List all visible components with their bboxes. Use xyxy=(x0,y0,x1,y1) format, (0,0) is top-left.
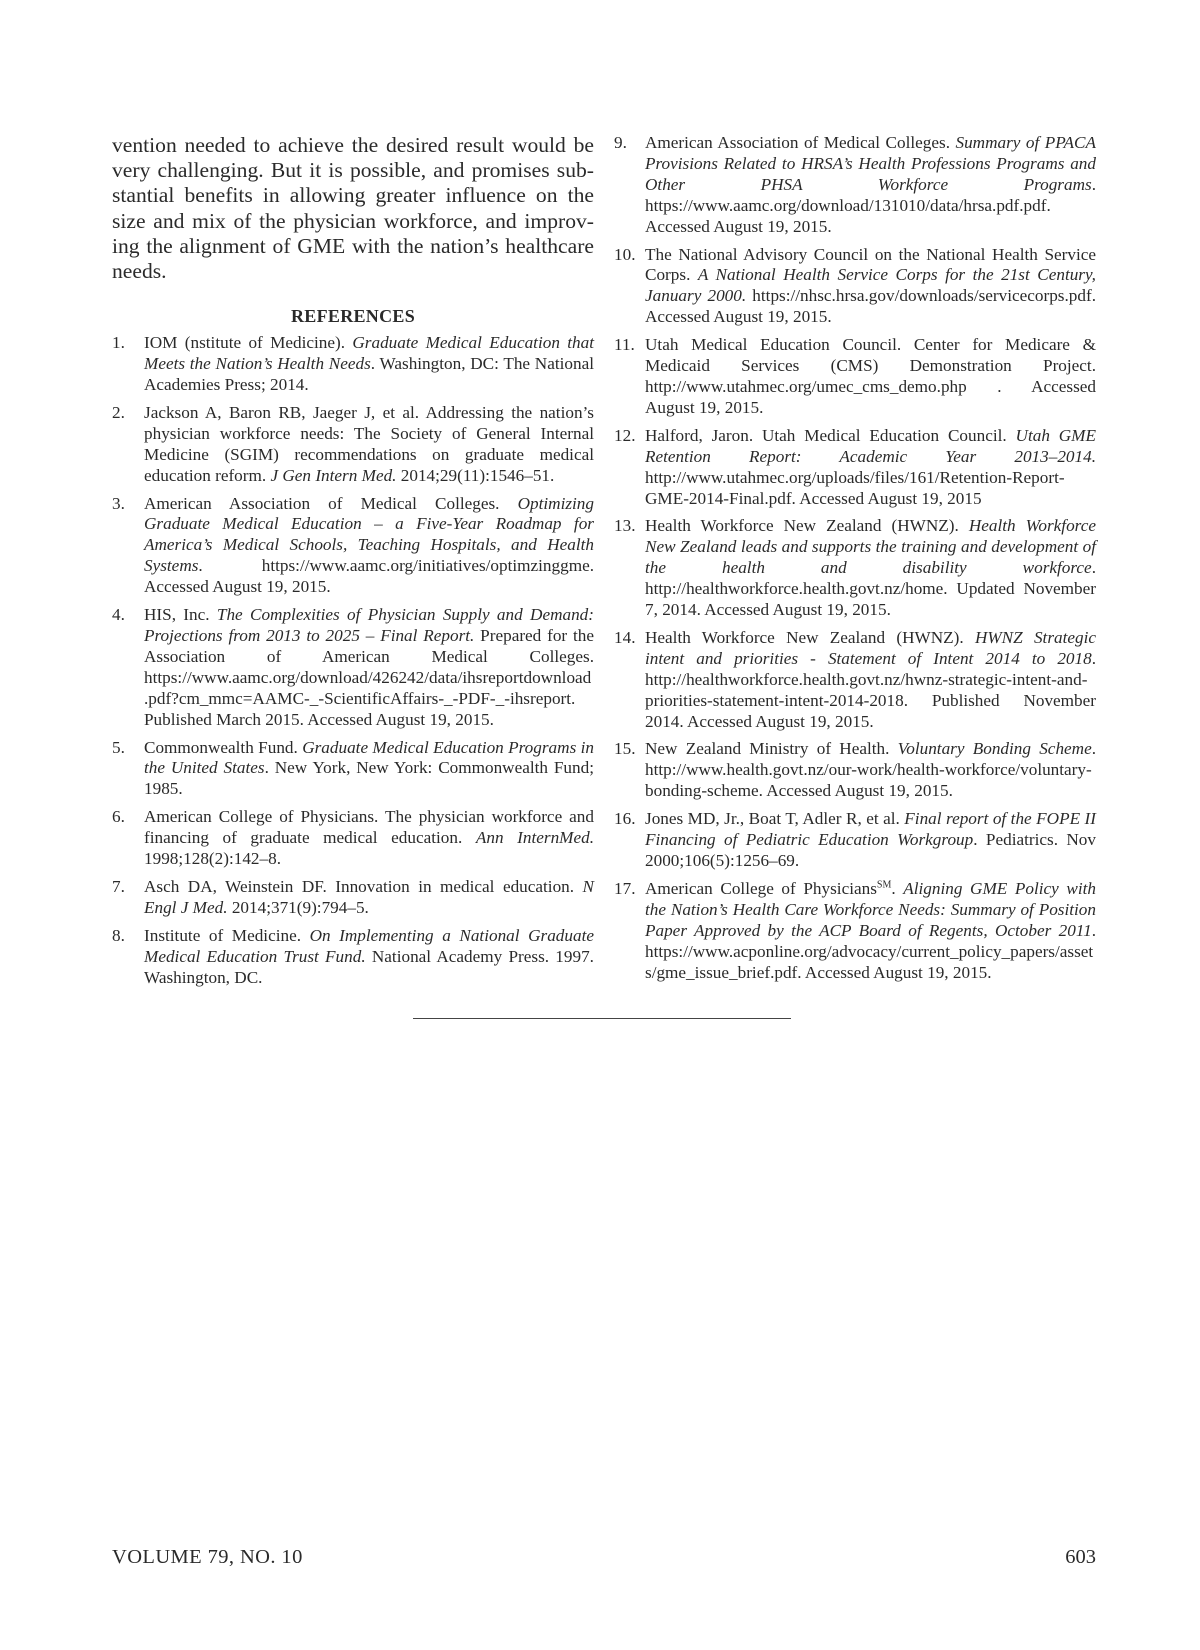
reference-text: National Academy Press. 1997. Washington, DC. xyxy=(144,946,594,987)
reference-item xyxy=(614,628,1096,733)
body-paragraph: vention needed to achieve the desired result would be very challenging. But it is possible, and promises substantial benefits in allowing greater influence on the size and mix of the physician workforce, and improving the alignment of GME with the nation’s healthcare needs. xyxy=(112,133,594,284)
reference-item xyxy=(112,807,594,870)
reference-title: HWNZ Strategic intent and priorities - Statement of Intent 2014 to 2018 xyxy=(645,627,1096,668)
reference-number: 2. xyxy=(112,402,125,422)
reference-number: 3. xyxy=(112,493,125,513)
reference-title: Summary of PPACA Provisions Related to HRSA’s Health Professions Programs and Other PHSA Workforce Programs xyxy=(645,133,1096,194)
reference-item xyxy=(614,133,1096,238)
reference-text: Utah Medical Education Council. Center for Medicare & Medicaid Services (CMS) Demonstration Project. http://www.utahmec.org/umec_cms_demo.php . Accessed August 19, 2015. xyxy=(645,335,1096,417)
reference-title: Graduate Medical Education Programs in the United States xyxy=(144,737,594,778)
reference-title: On Implementing a National Graduate Medical Education Trust Fund. xyxy=(144,925,594,966)
reference-text: New Zealand Ministry of Health. xyxy=(645,739,898,759)
references-heading: REFERENCES xyxy=(290,306,416,327)
reference-text: 2014;29(11):1546–51. xyxy=(396,465,555,485)
reference-item xyxy=(614,516,1096,621)
reference-text: Asch DA, Weinstein DF. Innovation in medical education. xyxy=(144,876,583,896)
reference-number: 14. xyxy=(614,627,636,647)
reference-item xyxy=(112,605,594,730)
reference-text: American College of Physicians xyxy=(645,878,877,898)
reference-text: American College of Physicians. The physician workforce and financing of graduate medical education. xyxy=(144,807,594,848)
reference-title: Final report of the FOPE II Financing of Pediatric Education Workgroup xyxy=(645,809,1096,850)
reference-text: American Association of Medical Colleges. xyxy=(144,493,518,513)
reference-text: . xyxy=(891,878,904,898)
reference-list-right xyxy=(614,133,1096,983)
reference-text: Jones MD, Jr., Boat T, Adler R, et al. xyxy=(645,809,905,829)
reference-item xyxy=(614,809,1096,872)
reference-text: Institute of Medicine. xyxy=(144,925,310,945)
reference-title: N Engl J Med. xyxy=(144,876,594,917)
reference-superscript: SM xyxy=(876,879,892,891)
reference-title: Utah GME Retention Report: Academic Year 2013–2014. xyxy=(645,425,1096,466)
reference-item xyxy=(112,494,594,599)
reference-text: Commonwealth Fund. xyxy=(144,737,303,757)
reference-number: 8. xyxy=(112,925,125,945)
reference-text: . http://healthworkforce.health.govt.nz/home. Updated November 7, 2014. Accessed August 19, 2015. xyxy=(645,558,1096,620)
reference-text: HIS, Inc. xyxy=(144,605,217,625)
reference-title: Optimizing Graduate Medical Education – a Five-Year Roadmap for America’s Medical Schools, Teaching Hospitals, and Health Systems xyxy=(144,493,594,576)
reference-number: 16. xyxy=(614,809,636,829)
reference-number: 15. xyxy=(614,739,636,759)
reference-title: Health Workforce New Zealand leads and supports the training and development of the health and disability workforce xyxy=(645,516,1096,578)
reference-text: . http://healthworkforce.health.govt.nz/hwnz-strategic-intent-and-priorities-statement-intent-2014-2018. Published November 2014. Accessed August 19, 2015. xyxy=(645,648,1096,731)
reference-number: 17. xyxy=(614,878,636,898)
reference-item xyxy=(614,426,1096,510)
reference-title: The Complexities of Physician Supply and Demand: Projections from 2013 to 2025 – Final Report. xyxy=(144,605,594,645)
right-column xyxy=(614,133,1096,990)
reference-item xyxy=(112,877,594,919)
reference-text: Halford, Jaron. Utah Medical Education Council. xyxy=(645,425,1016,445)
reference-item xyxy=(112,926,594,989)
reference-item xyxy=(614,245,1096,329)
footer-volume: VOLUME 79, NO. 10 xyxy=(112,1546,303,1568)
reference-title: Voluntary Bonding Scheme xyxy=(897,739,1092,759)
reference-text: Jackson A, Baron RB, Jaeger J, et al. Addressing the nation’s physician workforce needs: The Society of General Internal Medicine (SGIM) recommendations on graduate medical education reform. xyxy=(144,402,594,485)
reference-text: Health Workforce New Zealand (HWNZ). xyxy=(645,516,969,536)
reference-number: 12. xyxy=(614,425,636,445)
reference-text: . Washington, DC: The National Academies Press; 2014. xyxy=(144,354,594,395)
reference-item xyxy=(112,403,594,487)
reference-title: J Gen Intern Med. xyxy=(270,465,397,485)
reference-title: A National Health Service Corps for the 21st Century, January 2000. xyxy=(645,265,1096,306)
reference-number: 5. xyxy=(112,737,125,757)
reference-item xyxy=(614,739,1096,802)
reference-text: . https://www.aamc.org/initiatives/optimzinggme. Accessed August 19, 2015. xyxy=(144,556,594,597)
reference-text: . http://www.health.govt.nz/our-work/health-workforce/voluntary-bonding-scheme. Accessed August 19, 2015. xyxy=(645,739,1096,801)
reference-text: 1998;128(2):142–8. xyxy=(144,849,282,869)
reference-number: 1. xyxy=(112,333,125,353)
reference-text: American Association of Medical Colleges. xyxy=(645,133,956,152)
reference-number: 4. xyxy=(112,605,125,625)
reference-number: 10. xyxy=(614,244,636,264)
reference-text: Health Workforce New Zealand (HWNZ). xyxy=(645,627,975,647)
reference-number: 6. xyxy=(112,807,125,827)
reference-title: Aligning GME Policy with the Nation’s Health Care Workforce Needs: Summary of Position Paper Approved by the ACP Board of Regents, October 2011 xyxy=(645,878,1097,940)
reference-number: 11. xyxy=(614,335,635,355)
reference-number: 9. xyxy=(614,133,627,152)
reference-text: . New York, New York: Commonwealth Fund; 1985. xyxy=(144,758,594,799)
reference-text: . Pediatrics. Nov 2000;106(5):1256–69. xyxy=(645,830,1096,870)
reference-text: IOM (nstitute of Medicine). xyxy=(144,333,353,353)
reference-item xyxy=(614,335,1096,419)
footer-page-number: 603 xyxy=(1065,1546,1096,1568)
section-divider xyxy=(413,1018,791,1019)
reference-list-left xyxy=(112,333,594,988)
reference-text: https://nhsc.hrsa.gov/downloads/servicecorps.pdf. Accessed August 19, 2015. xyxy=(645,286,1096,327)
reference-title: Graduate Medical Education that Meets the Nation’s Health Needs xyxy=(144,333,595,374)
reference-text: Prepared for the Association of American Medical Colleges. https://www.aamc.org/download/426242/data/ihsreportdownload.pdf?cm_mmc=AAMC-_-ScientificAffairs-_-PDF-_-ihsreport. Published March 2015. Accessed August 19, 2015. xyxy=(144,626,594,729)
reference-number: 13. xyxy=(614,516,636,536)
reference-text: . https://www.aamc.org/download/131010/data/hrsa.pdf.pdf. Accessed August 19, 2015. xyxy=(645,174,1096,236)
reference-text: http://www.utahmec.org/uploads/files/161/Retention-Report-GME-2014-Final.pdf. Accessed August 19, 2015 xyxy=(645,467,1065,508)
reference-number: 7. xyxy=(112,876,125,896)
reference-text: . https://www.acponline.org/advocacy/current_policy_papers/assets/gme_issue_brief.pdf. Accessed August 19, 2015. xyxy=(645,920,1096,982)
reference-text: The National Advisory Council on the National Health Service Corps. xyxy=(645,244,1096,285)
reference-text: 2014;371(9):794–5. xyxy=(227,897,369,917)
reference-item xyxy=(614,879,1096,984)
reference-item xyxy=(112,738,594,801)
reference-item xyxy=(112,333,594,396)
reference-title: Ann InternMed. xyxy=(475,828,594,848)
left-column xyxy=(112,133,594,996)
